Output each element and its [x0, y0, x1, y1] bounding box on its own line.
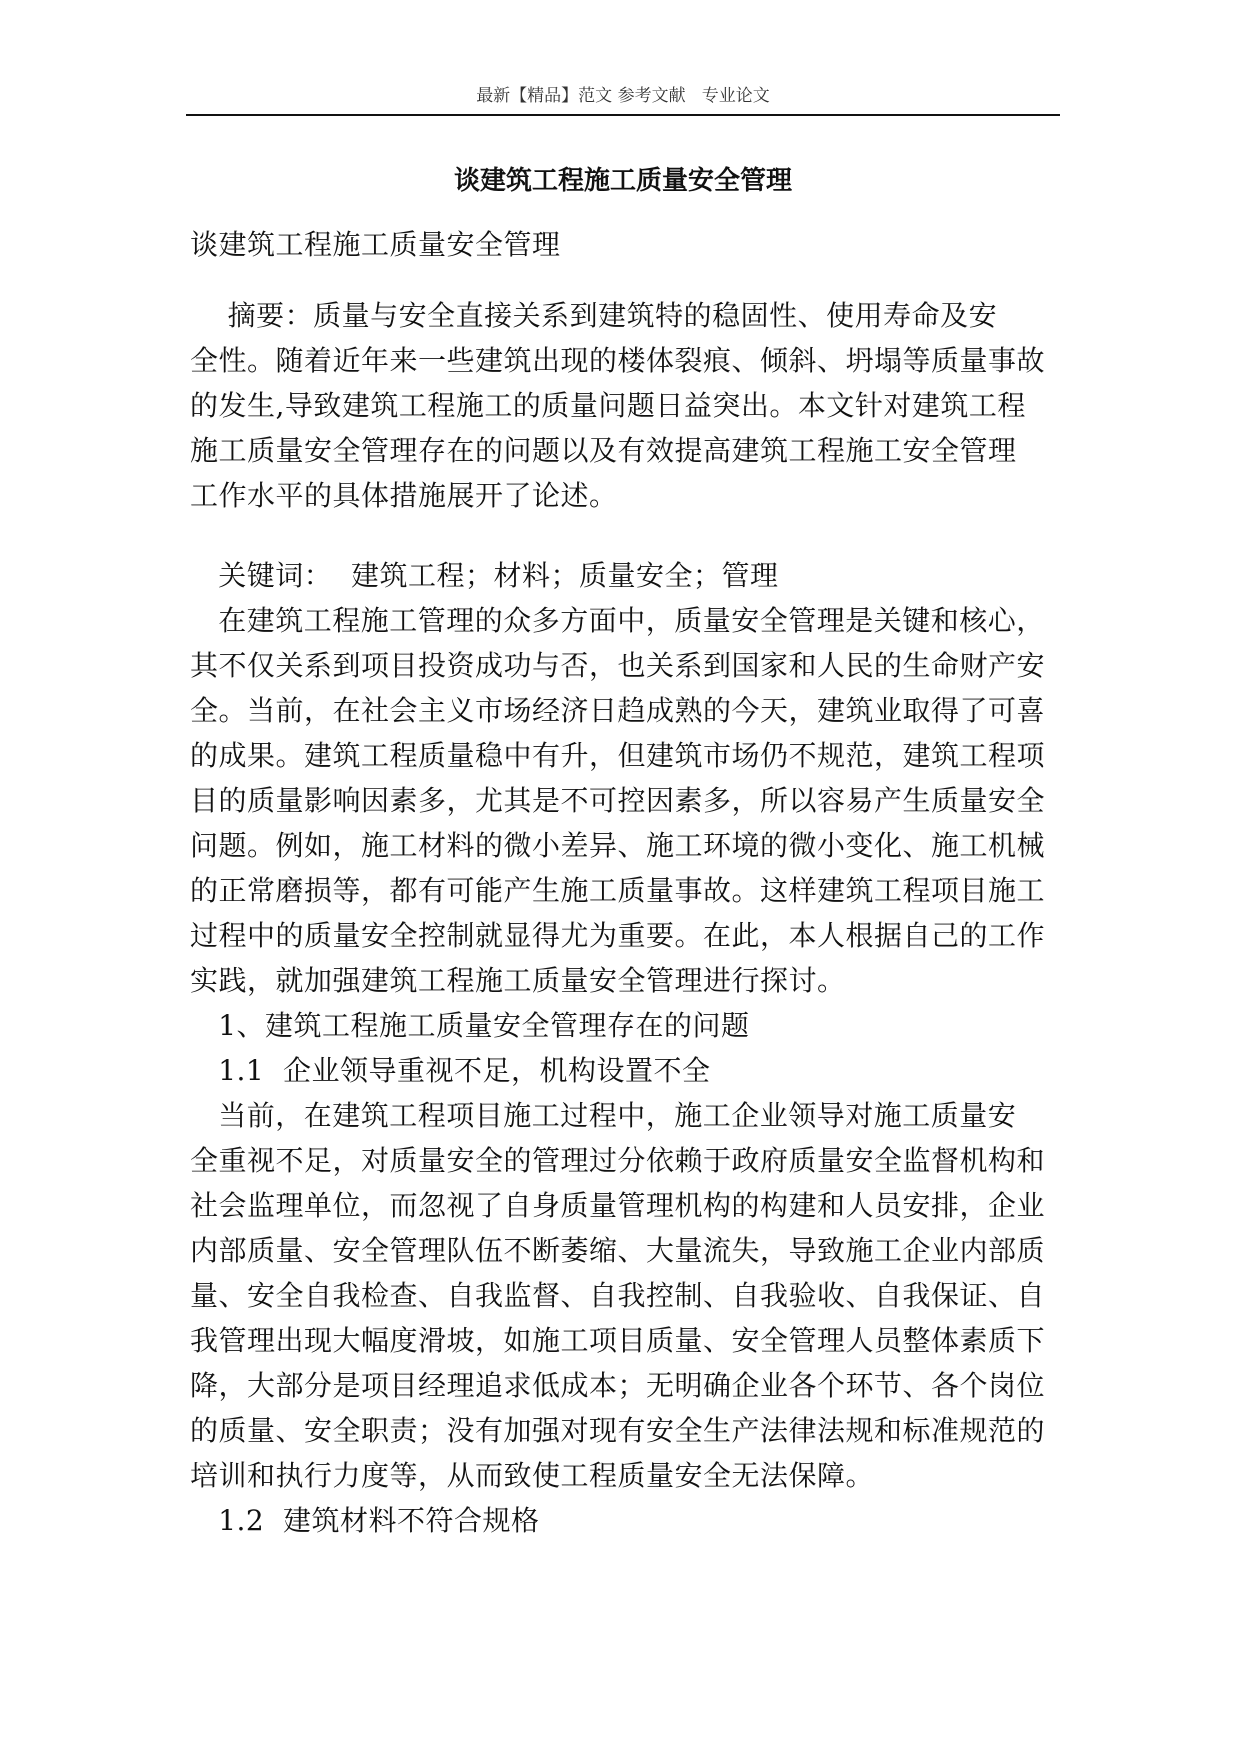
body-line: 当前，在建筑工程项目施工过程中，施工企业领导对施工质量安	[190, 1099, 1017, 1132]
body-line: 我管理出现大幅度滑坡，如施工项目质量、安全管理人员整体素质下	[190, 1324, 1046, 1357]
body-line: 实践，就加强建筑工程施工质量安全管理进行探讨。	[190, 964, 846, 997]
body-line: 目的质量影响因素多，尤其是不可控因素多，所以容易产生质量安全	[190, 784, 1046, 817]
body-line: 在建筑工程施工管理的众多方面中，质量安全管理是关键和核心，	[190, 604, 1045, 637]
body-line: 的正常磨损等，都有可能产生施工质量事故。这样建筑工程项目施工	[190, 874, 1046, 907]
body-line: 全性。随着近年来一些建筑出现的楼体裂痕、倾斜、坍塌等质量事故	[190, 344, 1046, 377]
body-line: 1.1 企业领导重视不足，机构设置不全	[190, 1054, 711, 1087]
body-line: 1.2 建筑材料不符合规格	[190, 1504, 540, 1537]
body-line: 全。当前，在社会主义市场经济日趋成熟的今天，建筑业取得了可喜	[190, 694, 1046, 727]
body-line: 的成果。建筑工程质量稳中有升，但建筑市场仍不规范，建筑工程项	[190, 739, 1046, 772]
body-line: 的质量、安全职责；没有加强对现有安全生产法律法规和标准规范的	[190, 1414, 1046, 1447]
body-line: 问题。例如，施工材料的微小差异、施工环境的微小变化、施工机械	[190, 829, 1046, 862]
body-line: 工作水平的具体措施展开了论述。	[190, 479, 618, 512]
body-line: 降，大部分是项目经理追求低成本；无明确企业各个环节、各个岗位	[190, 1369, 1046, 1402]
body-line: 摘要：质量与安全直接关系到建筑特的稳固性、使用寿命及安	[190, 299, 998, 332]
body-line: 培训和执行力度等，从而致使工程质量安全无法保障。	[190, 1459, 875, 1492]
body-line: 量、安全自我检查、自我监督、自我控制、自我验收、自我保证、自	[190, 1279, 1046, 1312]
body-line: 1、建筑工程施工质量安全管理存在的问题	[190, 1009, 750, 1042]
body-line: 内部质量、安全管理队伍不断萎缩、大量流失，导致施工企业内部质	[190, 1234, 1046, 1267]
document-title: 谈建筑工程施工质量安全管理	[453, 166, 792, 196]
body-line: 关键词： 建筑工程；材料；质量安全；管理	[190, 559, 779, 592]
body-line: 全重视不足，对质量安全的管理过分依赖于政府质量安全监督机构和	[190, 1144, 1046, 1177]
body-line: 其不仅关系到项目投资成功与否，也关系到国家和人民的生命财产安	[190, 649, 1046, 682]
body-line: 施工质量安全管理存在的问题以及有效提高建筑工程施工安全管理	[190, 434, 1017, 467]
header-divider	[186, 114, 1060, 116]
body-line: 社会监理单位，而忽视了自身质量管理机构的构建和人员安排，企业	[190, 1189, 1046, 1222]
body-line: 过程中的质量安全控制就显得尤为重要。在此，本人根据自己的工作	[190, 919, 1046, 952]
body-line: 的发生,导致建筑工程施工的质量问题日益突出。本文针对建筑工程	[190, 389, 1026, 422]
document-subtitle: 谈建筑工程施工质量安全管理	[190, 228, 561, 261]
page-header: 最新【精品】范文 参考文献 专业论文	[476, 86, 770, 106]
